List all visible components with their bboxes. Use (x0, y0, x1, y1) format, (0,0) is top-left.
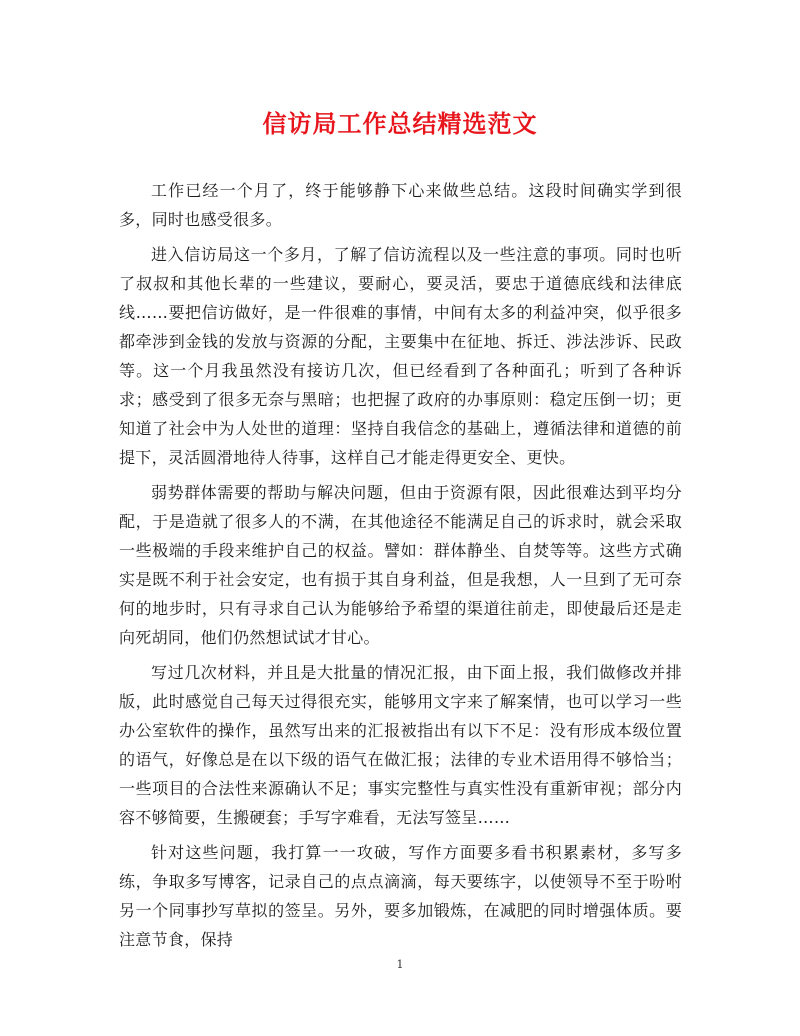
paragraph: 工作已经一个月了，终于能够静下心来做些总结。这段时间确实学到很多，同时也感受很多。 (119, 181, 682, 229)
document-title: 信访局工作总结精选范文 (262, 109, 538, 138)
document-body (119, 176, 682, 960)
paragraph: 弱势群体需要的帮助与解决问题，但由于资源有限，因此很难达到平均分配，于是造就了很多人的不满，在其他途径不能满足自己的诉求时，就会采取一些极端的手段来维护自己的权益。譬如：群体静坐、自焚等等。这些方式确实是既不利于社会安定，也有损于其自身利益，但是我想，人一旦到了无可奈何的地步时，只有寻求自己认为能够给予希望的渠道往前走，即使最后还是走向死胡同，他们仍然想试试才甘心。 (119, 483, 682, 647)
paragraph: 进入信访局这一个多月，了解了信访流程以及一些注意的事项。同时也听了叔叔和其他长辈的一些建议，要耐心，要灵活，要忠于道德底线和法律底线……要把信访做好，是一件很难的事情，中间有太多的利益冲突，似乎很多都牵涉到金钱的发放与资源的分配，主要集中在征地、拆迁、涉法涉诉、民政等。这一个月我虽然没有接访几次，但已经看到了各种面孔；听到了各种诉求；感受到了很多无奈与黑暗；也把握了政府的办事原则：稳定压倒一切；更知道了社会中为人处世的道理：坚持自我信念的基础上，遵循法律和道德的前提下，灵活圆滑地待人待事，这样自己才能走得更安全、更快。 (119, 245, 682, 467)
paragraph: 写过几次材料，并且是大批量的情况汇报，由下面上报，我们做修改并排版，此时感觉自己每天过得很充实，能够用文字来了解案情，也可以学习一些办公室软件的操作，虽然写出来的汇报被指出有以下不足：没有形成本级位置的语气，好像总是在以下级的语气在做汇报；法律的专业术语用得不够恰当；一些项目的合法性来源确认不足；事实完整性与真实性没有重新审视；部分内容不够简要，生搬硬套；手写字难看，无法写签呈…… (119, 663, 682, 827)
paragraph: 针对这些问题，我打算一一攻破，写作方面要多看书积累素材，多写多练，争取多写博客，记录自己的点点滴滴，每天要练字，以使领导不至于吩咐另一个同事抄写草拟的签呈。另外，要多加锻炼，在减肥的同时增强体质。要注意节食，保持 (119, 843, 682, 949)
page-number: 1 (396, 958, 404, 971)
